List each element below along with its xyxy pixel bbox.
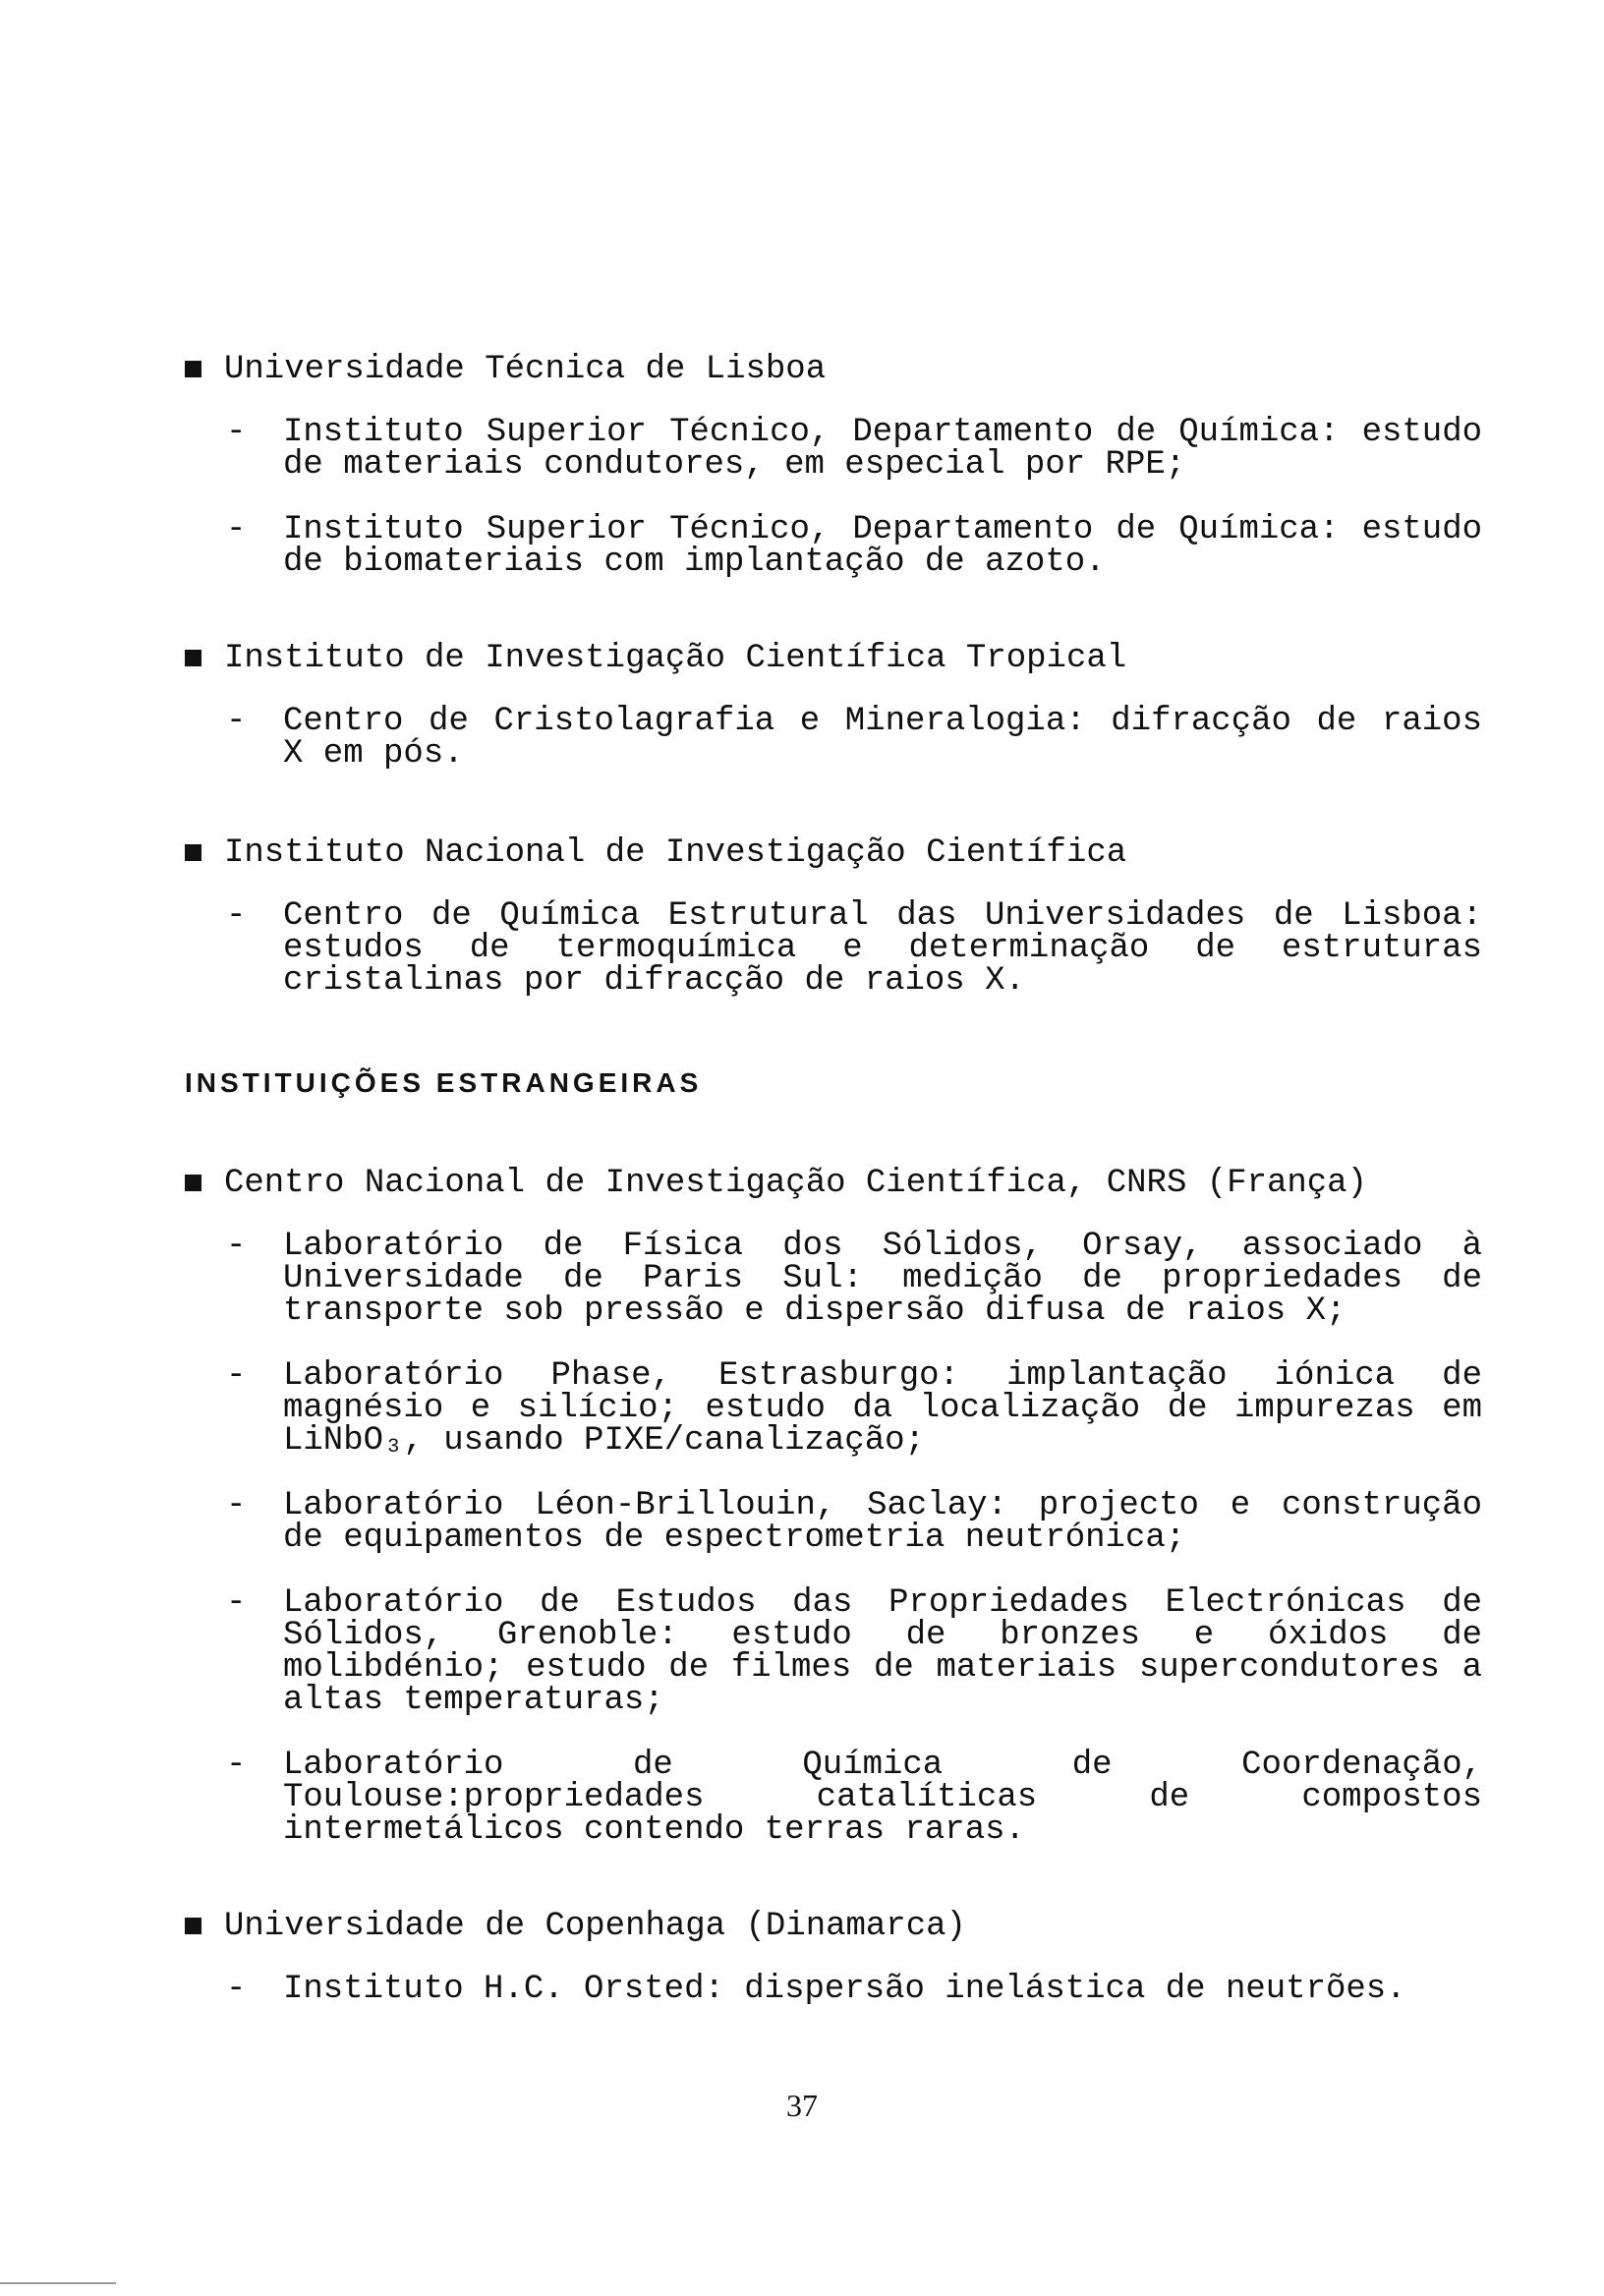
dash-marker: - xyxy=(226,1971,247,2008)
institution-heading xyxy=(185,641,1482,676)
page-number: 37 xyxy=(786,2088,818,2123)
dash-marker: - xyxy=(226,897,247,935)
list-item-text: Laboratório Léon-Brillouin, Saclay: projecto e construção de equipamentos de espectrometria neutrónica; xyxy=(283,1487,1482,1557)
list-item xyxy=(185,1747,1482,1849)
dash-marker: - xyxy=(226,703,247,740)
list-item xyxy=(185,1487,1482,1557)
list-item-text: Laboratório de Estudos das Propriedades Electrónicas de Sólidos, Grenoble: estudo de bronzes e óxidos de molibdénio; estudo de filmes de materiais supercondutores a altas temperaturas; xyxy=(283,1584,1482,1719)
list-item-text: Laboratório de Química de Coordenação, Toulouse:propriedades catalíticas de compostos intermetálicos contendo terras raras. xyxy=(283,1747,1482,1849)
list-item xyxy=(185,897,1482,1000)
list-item-text: Instituto Superior Técnico, Departamento de Química: estudo de biomateriais com implantação de azoto. xyxy=(283,511,1482,581)
institution-heading xyxy=(185,352,1482,387)
dash-marker: - xyxy=(226,1584,247,1622)
square-bullet-icon xyxy=(185,844,201,861)
dash-marker: - xyxy=(226,511,247,548)
institution-name: Instituto de Investigação Científica Tropical xyxy=(224,640,1127,677)
list-item-text: Instituto H.C. Orsted: dispersão inelástica de neutrões. xyxy=(283,1971,1406,2008)
institution-heading xyxy=(185,1909,1482,1944)
square-bullet-icon xyxy=(185,1175,201,1191)
list-item xyxy=(185,1228,1482,1330)
dash-marker: - xyxy=(226,1357,247,1395)
section-title: INSTITUIÇÕES ESTRANGEIRAS xyxy=(185,1067,703,1098)
institution-name: Universidade Técnica de Lisboa xyxy=(224,351,827,388)
square-bullet-icon xyxy=(185,361,201,377)
list-item-text: Centro de Cristolagrafia e Mineralogia: difracção de raios X em pós. xyxy=(283,703,1482,773)
list-item xyxy=(185,1971,1482,2008)
institution-block xyxy=(185,1909,1482,2006)
institution-name: Universidade de Copenhaga (Dinamarca) xyxy=(224,1908,966,1945)
institution-heading xyxy=(185,1166,1482,1201)
list-item xyxy=(185,511,1482,581)
list-item xyxy=(185,1584,1482,1719)
dash-marker: - xyxy=(226,414,247,451)
square-bullet-icon xyxy=(185,650,201,666)
list-item xyxy=(185,414,1482,484)
institution-name: Instituto Nacional de Investigação Científica xyxy=(224,834,1127,872)
list-item xyxy=(185,703,1482,773)
scan-edge-rule xyxy=(0,2282,116,2284)
dash-marker: - xyxy=(226,1228,247,1265)
dash-marker: - xyxy=(226,1487,247,1524)
institution-block xyxy=(185,641,1482,771)
list-item-text: Laboratório Phase, Estrasburgo: implantação iónica de magnésio e silício; estudo da localização de impurezas em LiNbO₃, usando PIXE/canalização; xyxy=(283,1357,1482,1460)
institution-heading xyxy=(185,835,1482,871)
list-item-text: Centro de Química Estrutural das Universidades de Lisboa: estudos de termoquímica e determinação de estruturas cristalinas por difracção de raios X. xyxy=(283,897,1482,1000)
institution-block xyxy=(185,352,1482,579)
list-item-text: Instituto Superior Técnico, Departamento de Química: estudo de materiais condutores, em especial por RPE; xyxy=(283,414,1482,484)
list-item xyxy=(185,1357,1482,1460)
institution-block xyxy=(185,1166,1482,1847)
dash-marker: - xyxy=(226,1747,247,1784)
square-bullet-icon xyxy=(185,1918,201,1934)
institution-block xyxy=(185,835,1482,998)
list-item-text: Laboratório de Física dos Sólidos, Orsay, associado à Universidade de Paris Sul: medição de propriedades de transporte sob pressão e dispersão difusa de raios X; xyxy=(283,1228,1482,1330)
institution-name: Centro Nacional de Investigação Científica, CNRS (França) xyxy=(224,1165,1367,1202)
